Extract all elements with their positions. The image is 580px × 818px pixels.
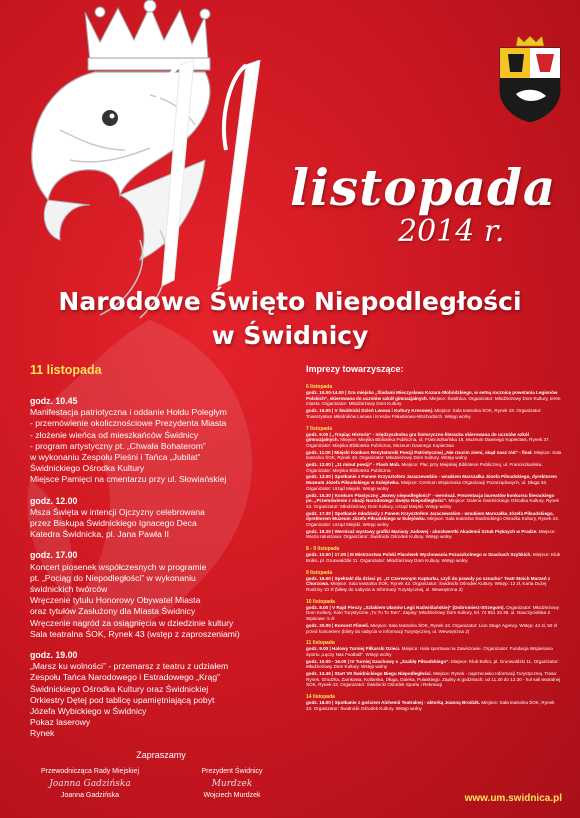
event-line: świdnickich twórców: [30, 584, 108, 595]
side-event-details: Miejsce: Sala teatralna ŚOK, Rynek 43. Organizator: Towarzystwo Miłośników Lwowa i Kresów Południowo-Wschodnich. Wstęp wolny: [306, 408, 542, 419]
day-label: 6 listopada: [306, 384, 333, 390]
headline-listopada: listopada: [290, 158, 557, 217]
days-list: [306, 384, 562, 712]
date-eleven-graphic: [150, 60, 270, 290]
side-event-title: godz. 20.00 | Koncert Flimeli.: [306, 622, 370, 628]
signer-role: Prezydent Świdnicy: [201, 767, 263, 775]
day-group: [306, 570, 562, 593]
side-event-title: godz. 8.00 | V Rajd Pieszy „Szlakiem Ułanów Legii Nadwiślańskiej” (Dobromierz-Strzegom).: [306, 604, 505, 610]
signature-block: [30, 768, 150, 799]
side-event-item: [306, 576, 562, 593]
side-event-item: [306, 462, 562, 473]
side-event-details: Miejsce: Klub Bolko, pl. Grunwaldzki 11. Organizator: Młodzieżowy Dom Kultury. Wstęp wolny: [306, 658, 559, 670]
event-line: Rynek: [30, 728, 55, 739]
day-label: 7 listopada: [306, 425, 333, 432]
side-event-details: Miejsce: Galeria Świdnickiego Ośrodka Kultury, Rynek 43. Organizator: Młodzieżowy Dom Kultury, Urząd Miejski. Wstęp wolny: [306, 498, 559, 509]
side-event-details: Miejsce: Wieża ratuszowa. Organizator: Świdnicki Ośrodek Kultury. Wstęp wolny: [306, 528, 556, 540]
side-event-title: godz. 16.00 | Spektakl dla dzieci pt. „O Czerwonym Kapturku, czyli do prawdy po sznurku” Teatr Moich Marzeń z Chorzowa.: [306, 575, 551, 587]
side-event-item: [306, 646, 562, 657]
side-event-details: Miejsce: Klub Bolko, pl. Grunwaldzki 11. Organizator: Młodzieżowy Dom Kultury. Wstęp wolny: [306, 552, 561, 563]
main-date-heading: 11 listopada: [30, 363, 102, 377]
side-event-title: godz. 17.30 | Spotkanie młodzieży z Panem Krzysztofem Jaraczewskim - wnukiem Marszałka Józefa Piłsudskiego, dyrektorem Muzeum Józefa Piłsudskiego w Sulejówku.: [306, 510, 554, 522]
website-link[interactable]: www.um.swidnica.pl: [464, 793, 562, 804]
side-event-details: Miejsce: Plac przy Miejskiej Bibliotece Publicznej, ul. Franciszkańska. Organizator: Miejska Biblioteka Publiczna: [306, 462, 543, 473]
event-line: Msza Święta w intencji Ojczyzny celebrowana: [30, 506, 205, 517]
event-line: Manifestacja patriotyczna i oddanie Hołdu Poległym: [30, 407, 227, 418]
side-event-title: godz. 18.30 | Wernisaż wystawy grafiki Mariany Judowej - absolwentki Akademii Sztuk Pięknych w Pradze.: [306, 528, 538, 534]
side-event-title: godz. 13.45 | Start VII Świdnickiego Biegu Niepodległości.: [306, 671, 432, 677]
event-item: [30, 396, 292, 486]
side-event-title: godz. 18.00 | Spotkanie z gościem Alchemii Teatralnej - aktorką Joanną Brodzik.: [306, 700, 481, 706]
side-event-title: godz. 9.00 | Halowy Turniej Piłkarski Dzieci.: [306, 646, 401, 652]
side-event-item: [306, 390, 562, 407]
side-event-item: [306, 511, 562, 528]
signer-name: Wojciech Murdzek: [203, 791, 261, 799]
event-line: Sala teatralna ŚOK, Rynek 43 (wstęp z zaproszeniami): [30, 628, 240, 639]
day-group: [306, 640, 562, 688]
side-event-details: Miejsce: Sala teatralna Świdnickiego Ośrodka Kultury, Rynek 43. Organizator: Urząd Miejski. Wstęp wolny: [306, 516, 559, 528]
side-event-item: [306, 493, 562, 510]
main-program: [30, 363, 292, 799]
event-line: Wręczenie tytułu Honorowy Obywatel Miasta: [30, 595, 201, 606]
event-time: godz. 17.00: [30, 550, 78, 561]
side-event-details: Miejsce: Centrum Wspierania Organizacji Pozarządowych, ul. Długa 33. Organizator: Urząd Miejski. Wstęp wolny: [306, 480, 548, 491]
event-line: Wręczenie nagród za osiągnięcia w dziedzinie kultury: [30, 617, 234, 628]
event-item: [30, 550, 292, 640]
signer-name: Joanna Gadzińska: [61, 791, 119, 799]
event-time: godz. 12.00: [30, 495, 78, 506]
side-event-title: godz. 12.00 | „11 minut poezji” - Flash Mob.: [306, 462, 401, 468]
headline-year: 2014 r.: [398, 214, 505, 249]
side-event-details: Miejsce: Sala teatralna ŚOK, Rynek 43. Organizator: Lion Stage Agency. Wstęp: 44 zł, 50 zł przed koncertem (bilety do nabycia w Informacji Turystycznej, ul. Wewnętrzna 2): [306, 622, 557, 634]
side-event-title: godz. 9.00 | „Tropiąc Historię” - międzyszkolna gra historyczno-literacka skierowana do uczniów szkół gimnazjalnych.: [306, 431, 529, 443]
day-label: 10 listopada: [306, 598, 335, 605]
event-line: Orkiestry Dętej pod tablicę upamiętniającą pobyt: [30, 694, 215, 705]
side-event-item: [306, 552, 562, 563]
side-event-title: godz. 10.00 | 17.00 | III Mistrzostwa Polski Placówek Wychowania Pozaszkolnego w Szachach Szybkich.: [306, 552, 532, 558]
side-event-details: Miejsce: Hala sportowa na Zawiszowie. Organizator: Fundacja Wspierania Sportu „Łączy Nas Football”. Wstęp wolny: [306, 646, 553, 657]
day-label: 14 listopada: [306, 694, 335, 701]
day-label: 9 listopada: [306, 569, 333, 576]
event-line: Świdnickiego Ośrodka Kultury: [30, 463, 145, 474]
event-line: Zespołu Tańca Narodowego i Estradowego „Krąg”: [30, 672, 220, 683]
side-event-item: [306, 700, 562, 711]
day-label: 8 - 9 listopada: [306, 546, 340, 553]
signature-block: [172, 768, 292, 799]
side-event-item: [306, 450, 562, 461]
side-event-item: [306, 408, 562, 419]
side-event-details: Miejsce: Miejska Biblioteka Publiczna, ul. Franciszkańska 18, Muzeum Dawnego Kupiectwa, Rynek 37. Organizator: Miejska Biblioteka Publiczna, Muzeum Dawnego Kupiectwa: [306, 437, 550, 448]
side-event-title: godz. 13.00 | Spotkanie z Panem Krzysztofem Jaraczewskim - wnukiem Marszałka Józefa Piłsudskiego, dyrektorem Muzeum Józefa Piłsudskiego w Sulejówku.: [306, 474, 557, 486]
event-time: godz. 19.00: [30, 650, 78, 661]
side-event-details: Organizator: Młodzieżowy Dom Kultury, Koło Turystyczne „Tu Tu To Tam”. Zapisy: Młodzieżowy Dom Kultury, tel. 74 851 33 38, ul. Nauczycielska 2. Wpisowe: 5 zł: [306, 604, 560, 622]
event-line: Pokaz laserowy: [30, 717, 91, 728]
side-event-title: godz. 10.00 - 16.00 | IV Turniej Szachowy o „Szablę Piłsudskiego”.: [306, 658, 450, 664]
event-line: przez Biskupa Świdnickiego Ignacego Deca: [30, 518, 197, 529]
side-event-item: [306, 659, 562, 670]
day-group: [306, 426, 562, 541]
page-title: Narodowe Święto Niepodległości: [58, 287, 522, 316]
event-line: Katedra Świdnicka, pl. Jana Pawła II: [30, 529, 170, 540]
side-event-details: Miejsce: Sala teatralna ŚOK, Rynek 43. Organizator: Świdnicki Ośrodek Kultury. Wstęp wolny: [306, 700, 555, 711]
side-event-title: godz. 11.00 | Miejski Konkurs Recytatorski Poezji Patriotycznej „Nie rzucim ziemi, skąd nasz ród” - finał.: [306, 449, 533, 455]
event-line: pt. „Pociąg do Niepodległości” w wykonaniu: [30, 572, 196, 583]
page-subtitle: w Świdnicy: [211, 321, 369, 350]
event-line: „Marsz ku wolności” - przemarsz z teatru z udziałem: [30, 661, 229, 672]
event-line: Józefa Wybickiego w Świdnicy: [30, 706, 147, 717]
event-line: Koncert piosenek współczesnych w programie: [30, 561, 207, 572]
event-line: Miejsce Pamięci na cmentarzu przy ul. Słowiańskiej: [30, 474, 227, 485]
event-time: godz. 10.45: [30, 396, 78, 406]
day-group: [306, 384, 562, 420]
side-event-item: [306, 529, 562, 540]
event-line: w wykonaniu Zespołu Pieśni i Tańca „Jubilat”: [30, 452, 201, 463]
invitation-text: Zapraszamy: [136, 749, 186, 760]
accompanying-heading: Imprezy towarzyszące:: [306, 364, 404, 374]
event-item: [30, 496, 292, 541]
day-group: [306, 546, 562, 563]
day-group: [306, 599, 562, 635]
event-item: [30, 650, 292, 740]
side-event-item: [306, 623, 562, 634]
side-event-details: Miejsce: Sala teatralna ŚOK, Rynek 43. Organizator: Młodzieżowy Dom Kultury. Wstęp wolny: [306, 449, 562, 461]
side-event-details: Miejsce: Świdnica. Organizator: Młodzieżowy Dom Kultury, teren miasta. Organizator: Młodzieżowy Dom Kultury: [306, 395, 561, 407]
side-event-title: godz. 16.30 | Konkurs Plastyczny „Barwy niepodległości” - wernisaż. Prezentacja laureatów konkursu literackiego pn. „Przemówienie z okazji Narodowego Święta Niepodległości”.: [306, 492, 555, 504]
signatures: [30, 768, 292, 799]
accompanying-events: [306, 364, 562, 718]
event-line: - przemówienie okolicznościowe Prezydenta Miasta: [30, 418, 227, 429]
event-line: - złożenie wieńca od mieszkańców Świdnicy: [30, 429, 199, 440]
event-line: Świdnickiego Ośrodka Kultury oraz Świdnickiej: [30, 683, 209, 694]
handwritten-signature: Joanna Gadzińska: [49, 778, 131, 789]
side-event-item: [306, 605, 562, 622]
handwritten-signature: Murdzek: [211, 778, 253, 789]
side-event-title: godz. 10.00-14.00 | Gra miejska „Śladami Mieczysława Kozara-Słobódzkiego, w setną rocznicę powstania Legionów Polskich”, skierowana do uczniów szkół gimnazjalnych.: [306, 390, 558, 401]
day-label: 11 listopada: [306, 640, 335, 647]
signer-role: Przewodnicząca Rady Miejskiej: [40, 767, 140, 775]
day-group: [306, 694, 562, 711]
side-event-details: Miejsce: Sala teatralna ŚOK, Rynek 43. Organizator: Świdnicki Ośrodek Kultury. Wstęp: 12 zł, Karta Dużej Rodziny 10 zł (bilety do nabycia w Informacji Turystycznej, ul. Wewnętrzna 2): [306, 581, 547, 592]
side-event-details: Miejsce: Rynek - naprzeciwko Informacji Turystycznej. Trasa: Rynek, Grodzka, Zamkowa, Kotlarska, Długa, Daleka, Pułaskiego. Zapisy w godzinach: od 11.30 do 13.30 - hol sali teatralnej ŚOK, Rynek 43. Organizator: Świdnicki Ośrodek Sportu i Rekreacji: [306, 671, 561, 688]
side-event-item: [306, 432, 562, 449]
side-event-item: [306, 671, 562, 688]
event-line: oraz tytułów Zasłużony dla Miasta Świdnicy: [30, 606, 196, 617]
event-line: - program artystyczny pt. „Chwała Bohaterom”: [30, 440, 206, 451]
coat-of-arms-icon: [494, 36, 566, 122]
side-event-item: [306, 474, 562, 491]
side-event-title: godz. 16.00 | V Świdnicki Dzień Lwowa i Kultury Kresowej.: [306, 408, 434, 414]
